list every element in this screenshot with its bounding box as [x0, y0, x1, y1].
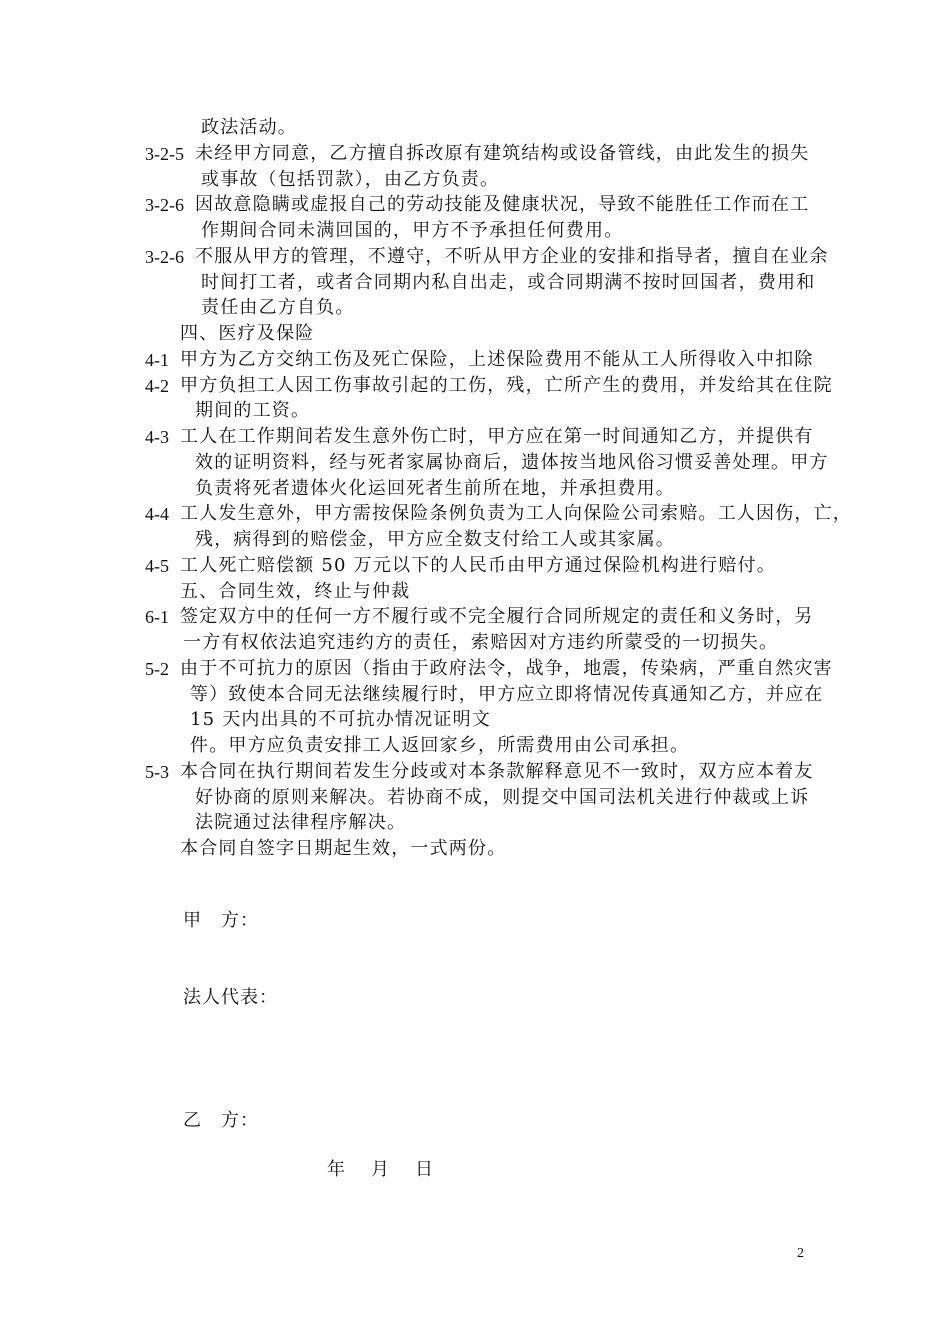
clause-text: 法院通过法律程序解决。	[195, 812, 407, 834]
date-label: 年 月 日	[327, 1159, 437, 1180]
clause-number: 4-3	[145, 427, 169, 447]
clause-text: 工人发生意外，甲方需按保险条例负责为工人向保险公司索赔。工人因伤，亡，	[180, 503, 852, 525]
clause-text: 等）致使本合同无法继续履行时，甲方应立即将情况传真通知乙方，并应在	[190, 683, 824, 705]
party-b-label: 乙 方：	[183, 1110, 259, 1131]
clause-number: 4-5	[145, 555, 169, 576]
clause-number: 3-2-6	[145, 246, 184, 267]
clause-text: 一方有权依法追究违约方的责任，索赔因对方违约所蒙受的一切损失。	[183, 632, 779, 653]
clause-text: 未经甲方同意，乙方擅自拆改原有建筑结构或设备管线，由此发生的损失	[195, 142, 810, 164]
clause-number: 5-2	[145, 658, 169, 679]
clause-text: 效的证明资料，经与死者家属协商后，遗体按当地风俗习惯妥善处理。甲方	[195, 451, 829, 473]
clause-text: 15 天内出具的不可抗办情况证明文	[190, 709, 492, 731]
clause-text: 本合同自签字日期起生效，一式两份。	[180, 838, 507, 859]
clause-text: 五、合同生效，终止与仲裁	[180, 580, 411, 602]
page-number: 2	[797, 1246, 804, 1261]
clause-text: 时间打工者，或者合同期内私自出走，或合同期满不按时回国者，费用和	[201, 271, 816, 293]
clause-text: 残，病得到的赔偿金，甲方应全数支付给工人或其家属。	[195, 529, 675, 550]
clause-text: 或事故（包括罚款），由乙方负责。	[201, 168, 500, 190]
clause-text: 政法活动。	[201, 117, 297, 138]
clause-number: 3-2-6	[145, 195, 184, 216]
clause-text: 期间的工资。	[195, 400, 311, 422]
clause-text: 工人死亡赔偿额 50 万元以下的人民币由甲方通过保险机构进行赔付。	[180, 554, 776, 576]
clause-text: 甲方为乙方交纳工伤及死亡保险，上述保险费用不能从工人所得收入中扣除	[180, 348, 814, 370]
clause-text: 因故意隐瞒或虚报自己的劳动技能及健康状况，导致不能胜任工作而在工	[195, 194, 810, 216]
clause-text: 由于不可抗力的原因（指由于政府法令，战争，地震，传染病，严重自然灾害	[180, 657, 833, 679]
clause-number: 6-1	[145, 607, 169, 628]
clause-text: 工人在工作期间若发生意外伤亡时，甲方应在第一时间通知乙方，并提供有	[180, 426, 814, 447]
legal-representative-label: 法人代表：	[183, 987, 278, 1008]
clause-number: 4-2	[145, 375, 169, 396]
clause-text: 件。甲方应负责安排工人返回家乡，所需费用由公司承担。	[190, 735, 690, 756]
clause-number: 4-1	[145, 349, 169, 370]
party-a-label: 甲 方：	[183, 910, 259, 931]
clause-text: 责任由乙方自负。	[201, 297, 355, 319]
clause-text: 作期间合同未满回国的，甲方不予承担任何费用。	[201, 220, 624, 241]
clause-text: 签定双方中的任何一方不履行或不完全履行合同所规定的责任和义务时，另	[180, 606, 814, 628]
clause-text: 好协商的原则来解决。若协商不成，则提交中国司法机关进行仲裁或上诉	[195, 786, 810, 808]
clause-text: 甲方负担工人因工伤事故引起的工伤，残，亡所产生的费用，并发给其在住院	[180, 374, 833, 396]
clause-number: 5-3	[145, 761, 169, 782]
clause-text: 负责将死者遗体火化运回死者生前所在地，并承担费用。	[195, 477, 675, 499]
clause-text: 本合同在执行期间若发生分歧或对本条款解释意见不一致时，双方应本着友	[180, 760, 814, 782]
clause-text: 不服从甲方的管理，不遵守，不听从甲方企业的安排和指导者，擅自在业余	[195, 245, 829, 267]
clause-number: 4-4	[145, 504, 169, 525]
clause-number: 3-2-5	[145, 143, 184, 164]
clause-text: 四、医疗及保险	[180, 323, 315, 344]
